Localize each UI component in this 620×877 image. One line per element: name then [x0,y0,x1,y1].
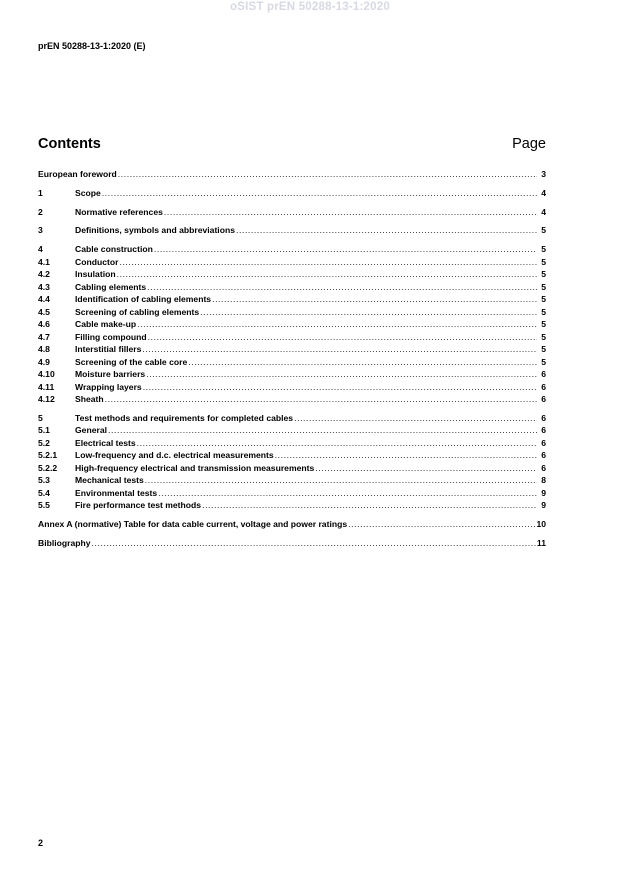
toc-entry-number: 5.2.1 [38,450,58,461]
toc-entry-page: 5 [541,331,546,342]
toc-dot-leader [92,537,536,550]
toc-entry-page: 10 [536,519,546,530]
toc-entry[interactable] [38,449,546,462]
toc-entry-number: 4.9 [38,356,50,367]
toc-entry-number: 5.1 [38,425,50,436]
toc-entry-page: 4 [541,206,546,217]
toc-entry-title: Conductor [75,256,119,267]
toc-dot-leader [147,281,537,294]
toc-dot-leader [236,224,537,237]
toc-entry[interactable] [38,268,546,281]
toc-entry-title: General [75,425,108,436]
toc-entry-number: 5 [38,412,43,423]
toc-entry[interactable] [38,437,546,450]
toc-entry-page: 5 [541,281,546,292]
toc-entry[interactable] [38,243,546,256]
toc-entry-title: Wrapping layers [75,381,142,392]
toc-dot-leader [102,187,537,200]
toc-entry-number: 3 [38,225,43,236]
toc-entry-title: Low-frequency and d.c. electrical measurements [75,450,274,461]
toc-entry-page: 3 [541,169,546,179]
toc-dot-leader [119,256,537,269]
toc-entry-page: 8 [541,475,546,486]
toc-entry-title: Screening of cabling elements [75,306,200,317]
toc-entry[interactable] [38,393,546,406]
toc-entry-page: 6 [541,425,546,436]
toc-entry-number: 4.3 [38,281,50,292]
toc-entry-number: 5.2.2 [38,462,58,473]
toc-entry-page: 6 [541,394,546,405]
toc-entry-title: Mechanical tests [75,475,144,486]
toc-dot-leader [275,449,537,462]
toc-entry-page: 5 [541,225,546,236]
toc-entry-page: 9 [541,487,546,498]
toc-entry-title: Environmental tests [75,487,158,498]
toc-dot-leader [154,243,537,256]
toc-entry-number: 4.12 [38,394,55,405]
toc-entry-page: 5 [541,356,546,367]
toc-entry[interactable] [38,474,546,487]
toc-dot-leader [137,437,537,450]
page-number: 2 [38,838,44,848]
toc-dot-leader [158,487,537,500]
watermark: oSIST prEN 50288-13-1:2020 [230,1,390,13]
toc-entry[interactable] [38,356,546,369]
toc-entry-title: Bibliography [38,538,91,549]
toc-entry-page: 4 [541,187,546,198]
toc-entry[interactable] [38,424,546,437]
toc-entry-number: 4.2 [38,269,50,280]
toc-dot-leader [315,462,537,475]
toc-entry-number: 2 [38,206,43,217]
toc-entry-page: 5 [541,269,546,280]
toc-entry-page: 6 [541,369,546,380]
toc-entry[interactable] [38,224,546,237]
toc-entry[interactable] [38,462,546,475]
toc-dot-leader [146,368,537,381]
toc-dot-leader [202,499,537,512]
toc-entry[interactable] [38,331,546,344]
toc-entry-page: 6 [541,437,546,448]
toc-entry-number: 5.5 [38,500,50,511]
toc-entry[interactable] [38,293,546,306]
toc-entry-title: Interstitial fillers [75,344,142,355]
toc-entry-number: 4.11 [38,381,55,392]
toc-entry[interactable] [38,206,546,219]
toc-entry-page: 5 [541,319,546,330]
toc-entry-number: 4.10 [38,369,55,380]
toc-dot-leader [118,168,537,181]
contents-title: Contents [38,136,101,152]
toc-entry-title: Filling compound [75,331,147,342]
toc-entry-number: 5.3 [38,475,50,486]
toc-entry-title: Scope [75,187,101,198]
toc-dot-leader [108,424,537,437]
toc-entry-title: Annex A (normative) Table for data cable current, voltage and power ratings [38,519,348,530]
toc-entry-page: 6 [541,381,546,392]
toc-entry-page: 5 [541,306,546,317]
toc-dot-leader [348,518,535,531]
toc-dot-leader [200,306,537,319]
toc-entry[interactable] [38,343,546,356]
toc-dot-leader [164,206,537,219]
toc-entry[interactable] [38,306,546,319]
toc-entry-number: 4 [38,244,43,255]
toc-entry-title: Cable make-up [75,319,137,330]
toc-entry-title: Identification of cabling elements [75,294,212,305]
toc-entry-number: 4.5 [38,306,50,317]
toc-entry[interactable] [38,368,546,381]
toc-entry[interactable] [38,281,546,294]
toc-entry-number: 1 [38,187,43,198]
toc-dot-leader [105,393,537,406]
toc-entry-number: 4.6 [38,319,50,330]
toc-entry-number: 4.8 [38,344,50,355]
toc-entry[interactable] [38,499,546,512]
toc-entry-title: Definitions, symbols and abbreviations [75,225,235,236]
toc-dot-leader [294,412,537,425]
toc-dot-leader [143,381,537,394]
toc-entry-number: 5.2 [38,437,50,448]
toc-entry-page: 5 [541,256,546,267]
toc-entry-page: 6 [541,450,546,461]
toc-entry-page: 5 [541,294,546,305]
toc-entry-title: Fire performance test methods [75,500,202,511]
document-id: prEN 50288-13-1:2020 (E) [38,41,146,51]
toc-entry-title: Normative references [75,206,163,217]
toc-entry[interactable] [38,256,546,269]
toc-entry-title: Cabling elements [75,281,147,292]
toc-entry-page: 5 [541,244,546,255]
toc-entry[interactable] [38,168,546,181]
toc-dot-leader [212,293,537,306]
toc-entry[interactable] [38,518,546,531]
toc-entry-title: Electrical tests [75,437,136,448]
toc-entry-page: 5 [541,344,546,355]
toc-entry-title: Screening of the cable core [75,356,188,367]
toc-dot-leader [137,318,537,331]
toc-entry-title: High-frequency electrical and transmission measurements [75,462,315,473]
toc-entry-title: Sheath [75,394,104,405]
toc-entry-title: Test methods and requirements for completed cables [75,412,294,423]
toc-entry-title: Moisture barriers [75,369,146,380]
toc-entry-title: Cable construction [75,244,153,255]
toc-entry-number: 4.4 [38,294,50,305]
toc-entry-number: 4.1 [38,256,50,267]
toc-dot-leader [188,356,537,369]
toc-entry-page: 6 [541,462,546,473]
toc-entry-page: 9 [541,500,546,511]
toc-dot-leader [117,268,537,281]
page-column-label: Page [512,136,546,152]
contents-header [38,136,546,152]
toc-dot-leader [148,331,537,344]
toc-entry[interactable] [38,187,546,200]
toc-entry[interactable] [38,381,546,394]
toc-entry[interactable] [38,537,546,550]
toc-entry[interactable] [38,487,546,500]
toc-entry-number: 4.7 [38,331,50,342]
toc-dot-leader [145,474,537,487]
toc-entry-title: Insulation [75,269,116,280]
toc-entry-title: European foreword [38,169,117,179]
table-of-contents [38,168,546,550]
toc-entry-number: 5.4 [38,487,50,498]
toc-entry[interactable] [38,412,546,425]
toc-entry[interactable] [38,318,546,331]
toc-dot-leader [142,343,537,356]
toc-entry-page: 11 [536,538,546,549]
toc-entry-page: 6 [541,412,546,423]
